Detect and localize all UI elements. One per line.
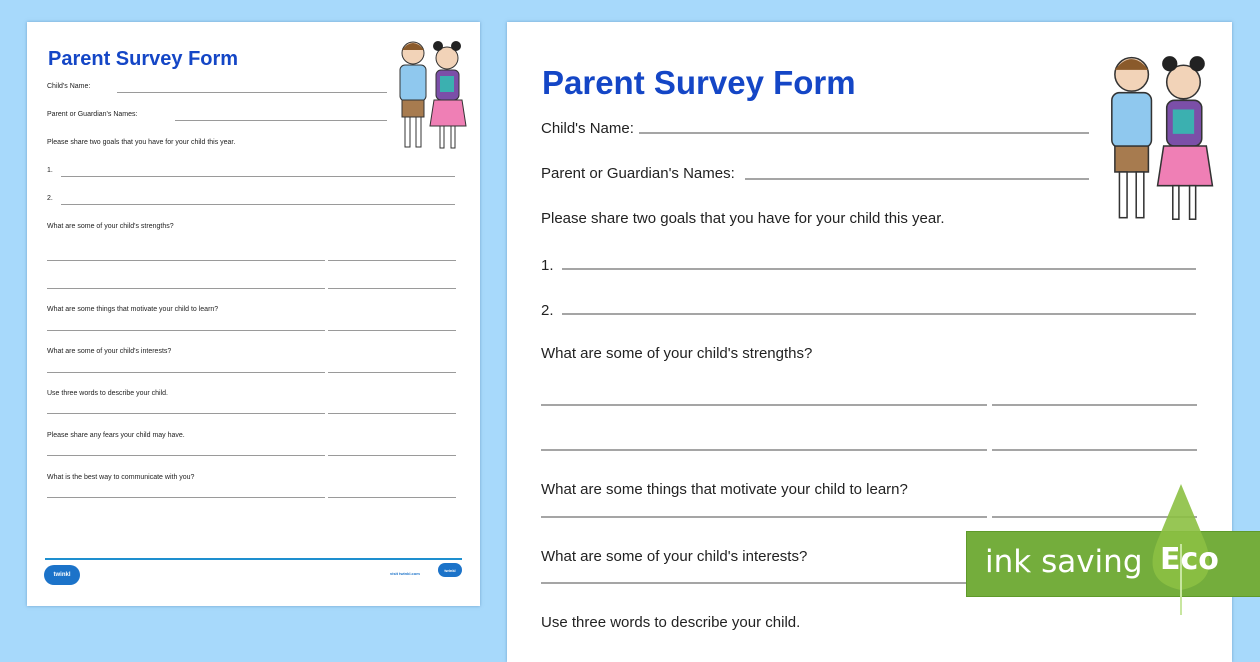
children-illustration-large (1092, 48, 1217, 238)
answer-line[interactable] (47, 288, 325, 289)
goal-2-label-large: 2. (541, 302, 554, 319)
question-communicate: What is the best way to communicate with you? (47, 474, 195, 481)
question-strengths: What are some of your child's strengths? (47, 223, 174, 230)
answer-line[interactable] (47, 497, 325, 498)
guardian-line-large[interactable] (745, 178, 1089, 180)
goal-1-label-large: 1. (541, 257, 554, 274)
answer-line[interactable] (47, 455, 325, 456)
answer-line[interactable] (541, 516, 987, 518)
goal-2-line[interactable] (61, 204, 455, 205)
question-interests: What are some of your child's interests? (47, 348, 172, 355)
goal-1-line[interactable] (61, 176, 455, 177)
site-text: visit twinkl.com (390, 571, 420, 576)
goals-prompt: Please share two goals that you have for your child this year. (47, 139, 236, 146)
question-three-words-large: Use three words to describe your child. (541, 614, 801, 631)
answer-line[interactable] (541, 582, 987, 584)
answer-line[interactable] (992, 404, 1197, 406)
question-interests-large: What are some of your child's interests? (541, 548, 808, 565)
answer-line[interactable] (47, 372, 325, 373)
guardian-line[interactable] (175, 120, 387, 121)
answer-line[interactable] (328, 455, 456, 456)
goal-1-line-large[interactable] (562, 268, 1196, 270)
form-title-large: Parent Survey Form (542, 64, 856, 101)
eco-label: Eco (1160, 542, 1219, 577)
footer-divider (45, 558, 462, 560)
question-fears: Please share any fears your child may have. (47, 432, 185, 439)
answer-line[interactable] (47, 330, 325, 331)
twinkl-logo-left: twinkl (44, 565, 80, 585)
answer-line[interactable] (47, 260, 325, 261)
ink-saving-text: ink saving (985, 544, 1143, 580)
childs-name-line-large[interactable] (639, 132, 1089, 134)
children-illustration (387, 38, 469, 158)
answer-line[interactable] (47, 413, 325, 414)
answer-line[interactable] (328, 330, 456, 331)
goal-2-line-large[interactable] (562, 313, 1196, 315)
question-strengths-large: What are some of your child's strengths? (541, 345, 813, 362)
page-thumbnail[interactable] (27, 22, 480, 606)
answer-line[interactable] (992, 449, 1197, 451)
answer-line[interactable] (541, 404, 987, 406)
goals-prompt-large: Please share two goals that you have for your child this year. (541, 210, 945, 227)
answer-line[interactable] (328, 260, 456, 261)
twinkl-logo-right: twinkl (438, 563, 462, 577)
answer-line[interactable] (328, 372, 456, 373)
childs-name-line[interactable] (117, 92, 387, 93)
answer-line[interactable] (541, 449, 987, 451)
guardian-label-large: Parent or Guardian's Names: (541, 165, 735, 182)
answer-line[interactable] (328, 413, 456, 414)
form-title: Parent Survey Form (48, 48, 239, 70)
question-motivate-large: What are some things that motivate your child to learn? (541, 481, 908, 498)
question-three-words: Use three words to describe your child. (47, 390, 168, 397)
answer-line[interactable] (328, 497, 456, 498)
childs-name-label-large: Child's Name: (541, 120, 634, 137)
goal-2-label: 2. (47, 195, 53, 202)
childs-name-label: Child's Name: (47, 83, 91, 90)
goal-1-label: 1. (47, 167, 53, 174)
question-motivate: What are some things that motivate your child to learn? (47, 306, 219, 313)
guardian-label: Parent or Guardian's Names: (47, 111, 138, 118)
answer-line[interactable] (328, 288, 456, 289)
